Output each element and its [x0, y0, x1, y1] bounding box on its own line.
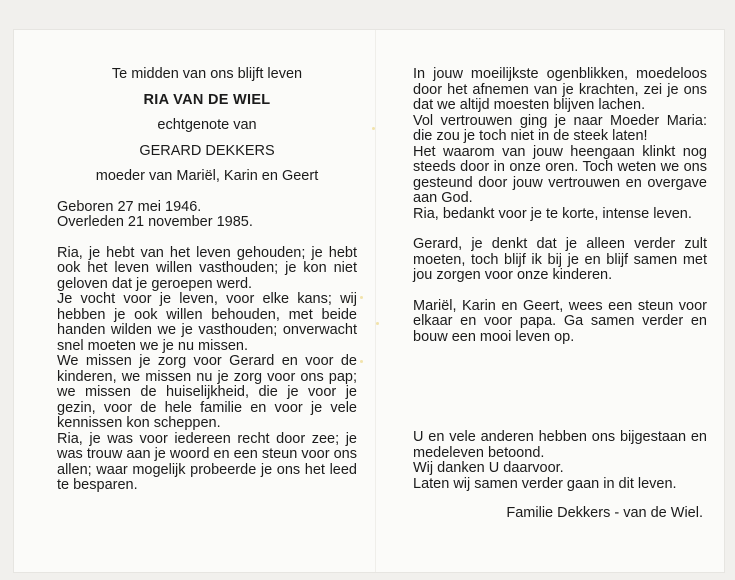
- tribute-paragraph: Ria, je was voor iedereen recht door zee; je was trouw aan je woord en een steun voor ons allen; waar mogelijk probeerde je ons het leed te besparen.: [57, 430, 357, 493]
- reflection-paragraph: Ria, bedankt voor je te korte, intense leven.: [413, 205, 692, 222]
- right-panel: [413, 67, 707, 522]
- reflection-paragraph: Vol vertrouwen ging je naar Moeder Maria: die zou je toch niet in de steek laten!: [413, 112, 707, 144]
- family-signature: Familie Dekkers - van de Wiel.: [506, 505, 703, 521]
- left-panel: [57, 67, 357, 494]
- reflection-paragraph: In jouw moeilijkste ogenblikken, moedeloos door het afnemen van je krachten, zei je ons dat we altijd moesten blijven lachen.: [413, 66, 707, 113]
- paper-speck: [360, 360, 363, 363]
- spouse-name: GERARD DEKKERS: [139, 142, 275, 159]
- children-line: moeder van Mariël, Karin en Geert: [95, 168, 319, 184]
- death-date: Overleden 21 november 1985.: [57, 214, 253, 230]
- reflection-paragraph: Het waarom van jouw heengaan klinkt nog steeds door in onze oren. Toch weten we ons gesteund door jouw vertrouwen en overgave aan God.: [413, 143, 707, 206]
- thanks-line: Wij danken U daarvoor.: [413, 460, 564, 476]
- tribute-paragraph: We missen je zorg voor Gerard en voor de kinderen, we missen nu je zorg voor ons pap; we missen de huiselijkheid, die je voor je gezin, voor de hele familie en voor je vele kennissen kon scheppen.: [57, 353, 357, 431]
- paper-speck: [360, 296, 363, 299]
- tribute-text: [57, 246, 357, 494]
- message-to-gerard: Gerard, je denkt dat je alleen verder zult moeten, toch blijf ik bij je en blijf samen met jou zorgen voor onze kinderen.: [413, 236, 707, 283]
- paper-speck: [376, 322, 379, 325]
- thanks-line: Laten wij samen verder gaan in dit leven.: [413, 475, 677, 492]
- spouse-label: echtgenote van: [157, 117, 257, 133]
- deceased-name: RIA VAN DE WIEL: [143, 91, 271, 108]
- thanks-line: U en vele anderen hebben ons bijgestaan en medeleven betoond.: [413, 429, 707, 461]
- tribute-paragraph: Je vocht voor je leven, voor elke kans; wij hebben je ook willen behouden, met beide handen wilden we je vasthouden; onverwacht snel moeten we je nu missen.: [57, 291, 357, 354]
- card-fold: [375, 30, 376, 572]
- birth-date: Geboren 27 mei 1946.: [57, 198, 202, 215]
- reflection-text: [413, 67, 707, 222]
- dates-block: [57, 200, 357, 231]
- paper-speck: [372, 127, 375, 130]
- tribute-paragraph: Ria, je hebt van het leven gehouden; je hebt ook het leven willen vasthouden; je kon niet geloven dat je geroepen werd.: [57, 244, 357, 292]
- message-to-children: Mariël, Karin en Geert, wees een steun voor elkaar en voor papa. Ga samen verder en bouw een mooi leven op.: [413, 297, 707, 345]
- intro-line: Te midden van ons blijft leven: [111, 66, 303, 82]
- thanks-block: [413, 430, 707, 492]
